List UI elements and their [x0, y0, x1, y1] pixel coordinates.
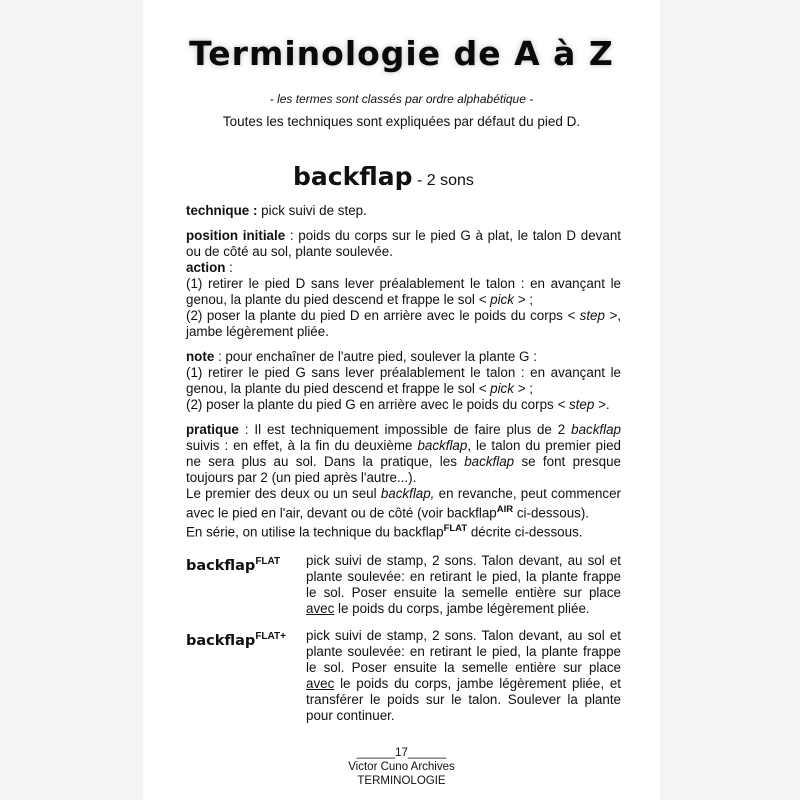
premier-text-3: ci-dessous). [513, 505, 590, 521]
pratique-label: pratique [186, 422, 239, 437]
page-number: ______17______ [356, 747, 447, 759]
action-step-1 [186, 276, 621, 308]
document-page [143, 0, 660, 800]
page-subtitle: - les termes sont classés par ordre alphabétique - [269, 92, 534, 106]
entry-heading [293, 162, 474, 191]
pratique-paragraph [186, 422, 621, 486]
action-label: action [186, 260, 226, 275]
semicolon: ; [525, 292, 533, 307]
backflap-italic: backflap [571, 422, 621, 437]
definition-term [186, 628, 306, 724]
backflap-italic: backflap [464, 454, 515, 469]
page-title: Terminologie de A à Z [189, 34, 614, 73]
action-colon: : [225, 260, 233, 275]
note-step-2 [186, 397, 621, 413]
definition-text [306, 553, 621, 617]
pratique-text-3: , le talon du premier pied ne sera plus au sol. Dans la pratique, les [186, 438, 621, 469]
definition-list [186, 553, 621, 735]
note-text: : pour enchaîner de l'autre pied, soulever la plante G : [214, 349, 537, 364]
position-text: : poids du corps sur le pied G à plat, le talon D devant ou de côté au sol, plante soulevée. [186, 228, 621, 259]
definition-text [306, 628, 621, 724]
pratique-text-2: suivis : en effet, à la fin du deuxième [186, 438, 418, 453]
note-step-1 [186, 365, 621, 397]
technique-label: technique : [186, 203, 258, 218]
entry-body [186, 203, 621, 541]
definition-text-a: pick suivi de stamp, 2 sons. Talon devant, au sol et plante soulevée: en retirant le pied, la plante frappe le sol. Poser ensuite la semelle entière sur place [306, 628, 621, 675]
action-step-1-text: (1) retirer le pied D sans lever préalablement le talon : en avançant le genou, la plante du pied descend et frappe le sol [186, 276, 621, 307]
serie-text-2: décrite ci-dessous. [467, 524, 583, 540]
definition-term-word: backflap [186, 632, 256, 649]
pick-mark: < pick > [478, 292, 526, 307]
flat-superscript: FLAT [443, 523, 468, 535]
note-label: note [186, 349, 215, 364]
step-mark: < step > [567, 308, 618, 323]
definition-term [186, 553, 306, 617]
serie-paragraph [186, 521, 621, 540]
air-superscript: AIR [496, 504, 514, 515]
note-step-2-text: (2) poser la plante du pied G en arrière avec le poids du corps [186, 397, 558, 412]
premier-paragraph [186, 486, 621, 521]
position-label: position initiale [186, 228, 286, 243]
definition-term-sup: FLAT [255, 556, 281, 567]
semicolon: ; [525, 381, 533, 396]
note-heading [186, 349, 621, 365]
section-name: TERMINOLOGIE [357, 775, 446, 787]
note-step-1-text: (1) retirer le pied G sans lever préalablement le talon : en avançant le genou, la plante du pied descend et frappe le sol [186, 365, 621, 396]
definition-underlined: avec [306, 601, 335, 616]
position-paragraph [186, 228, 621, 260]
intro-text: Toutes les techniques sont expliquées par défaut du pied D. [222, 114, 581, 129]
definition-term-sup: FLAT+ [255, 631, 286, 642]
backflap-italic: backflap [417, 438, 468, 453]
page-footer [143, 746, 660, 788]
definition-flat [186, 553, 621, 617]
premier-text-1: Le premier des deux ou un seul [186, 486, 381, 501]
entry-sounds: - 2 sons [412, 172, 474, 189]
action-step-2-text: (2) poser la plante du pied D en arrière avec le poids du corps [186, 308, 568, 323]
definition-text-a: pick suivi de stamp, 2 sons. Talon devant, au sol et plante soulevée: en retirant le pied, la plante frappe le sol. Poser ensuite la semelle entière sur place [306, 553, 621, 600]
step-mark: < step > [557, 397, 606, 412]
technique-text: pick suivi de step. [257, 203, 367, 218]
pick-mark: < pick > [478, 381, 526, 396]
pratique-text-1: : Il est techniquement impossible de faire plus de 2 [238, 422, 572, 437]
premier-text-2: en revanche, peut commencer avec le pied en l'air, devant ou de côté (voir backflap [186, 486, 622, 521]
action-step-2 [186, 308, 621, 340]
definition-text-b: le poids du corps, jambe légèrement pliée. [334, 601, 590, 616]
definition-term-word: backflap [186, 557, 256, 574]
serie-text-1: En série, on utilise la technique du backflap [186, 524, 444, 540]
action-heading [186, 260, 621, 276]
action-step-2-end: , jambe légèrement pliée. [186, 308, 621, 339]
archive-name: Victor Cuno Archives [348, 761, 455, 773]
pratique-text-4: se font presque toujours par 2 (un pied après l'autre...). [186, 454, 622, 485]
definition-underlined: avec [306, 676, 335, 691]
backflap-italic: backflap, [380, 486, 435, 501]
entry-word: backflap [293, 162, 413, 191]
definition-text-b: le poids du corps, jambe légèrement pliée, et transférer le poids sur le talon. Soulever la plante pour continuer. [306, 676, 621, 723]
definition-flat-plus [186, 628, 621, 724]
period: . [605, 397, 610, 412]
technique-paragraph [186, 203, 621, 219]
